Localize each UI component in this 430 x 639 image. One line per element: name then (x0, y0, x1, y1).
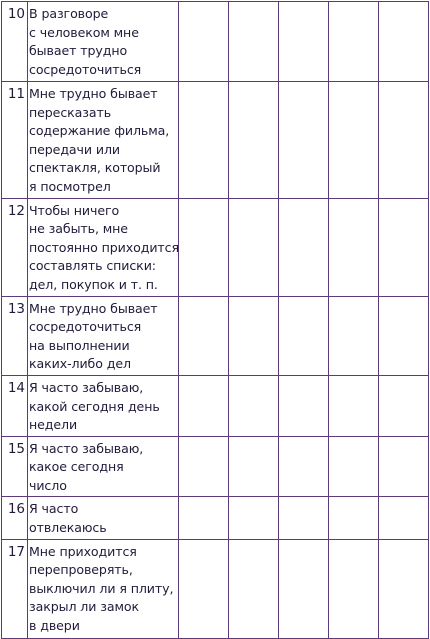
answer-cell[interactable] (279, 436, 329, 497)
answer-cell[interactable] (179, 198, 229, 296)
answer-cell[interactable] (229, 375, 279, 436)
answer-cell[interactable] (229, 198, 279, 296)
answer-cell[interactable] (229, 296, 279, 375)
answer-cell[interactable] (379, 296, 429, 375)
question-number: 10 (2, 2, 28, 82)
answer-cell[interactable] (179, 2, 229, 82)
answer-cell[interactable] (379, 436, 429, 497)
answer-cell[interactable] (329, 198, 379, 296)
question-number: 13 (2, 296, 28, 375)
question-statement: Мне приходится перепроверять, выключил ли я плиту, закрыл ли замок в двери (28, 539, 179, 638)
answer-cell[interactable] (329, 82, 379, 199)
question-number: 11 (2, 82, 28, 199)
question-statement: В разговоре с человеком мне бывает трудно сосредоточиться (28, 2, 179, 82)
answer-cell[interactable] (179, 497, 229, 539)
answer-cell[interactable] (379, 82, 429, 199)
question-row (2, 296, 429, 375)
answer-cell[interactable] (329, 539, 379, 638)
answer-cell[interactable] (179, 375, 229, 436)
question-statement: Чтобы ничего не забыть, мне постоянно приходится составлять списки: дел, покупок и т. п. (28, 198, 179, 296)
answer-cell[interactable] (329, 375, 379, 436)
answer-cell[interactable] (279, 539, 329, 638)
answer-cell[interactable] (329, 436, 379, 497)
question-number: 12 (2, 198, 28, 296)
answer-cell[interactable] (279, 497, 329, 539)
answer-cell[interactable] (379, 539, 429, 638)
answer-cell[interactable] (229, 497, 279, 539)
question-statement: Мне трудно бывает сосредоточиться на выполнении каких-либо дел (28, 296, 179, 375)
answer-cell[interactable] (229, 82, 279, 199)
answer-cell[interactable] (279, 375, 329, 436)
questionnaire-table (1, 1, 429, 639)
question-row (2, 2, 429, 82)
answer-cell[interactable] (279, 296, 329, 375)
answer-cell[interactable] (179, 82, 229, 199)
question-number: 15 (2, 436, 28, 497)
questionnaire-body (2, 2, 429, 639)
question-row (2, 82, 429, 199)
answer-cell[interactable] (379, 375, 429, 436)
question-number: 17 (2, 539, 28, 638)
answer-cell[interactable] (179, 539, 229, 638)
question-number: 14 (2, 375, 28, 436)
question-row (2, 375, 429, 436)
answer-cell[interactable] (379, 2, 429, 82)
answer-cell[interactable] (279, 2, 329, 82)
question-statement: Я часто забываю, какой сегодня день недели (28, 375, 179, 436)
answer-cell[interactable] (329, 296, 379, 375)
question-row (2, 497, 429, 539)
answer-cell[interactable] (329, 497, 379, 539)
answer-cell[interactable] (379, 497, 429, 539)
question-statement: Я часто забываю, какое сегодня число (28, 436, 179, 497)
question-number: 16 (2, 497, 28, 539)
answer-cell[interactable] (279, 82, 329, 199)
question-row (2, 198, 429, 296)
answer-cell[interactable] (329, 2, 379, 82)
answer-cell[interactable] (279, 198, 329, 296)
answer-cell[interactable] (179, 296, 229, 375)
answer-cell[interactable] (379, 198, 429, 296)
answer-cell[interactable] (229, 539, 279, 638)
question-row (2, 539, 429, 638)
answer-cell[interactable] (229, 2, 279, 82)
question-statement: Я часто отвлекаюсь (28, 497, 179, 539)
answer-cell[interactable] (229, 436, 279, 497)
question-row (2, 436, 429, 497)
answer-cell[interactable] (179, 436, 229, 497)
question-statement: Мне трудно бывает пересказать содержание фильма, передачи или спектакля, который я посмотрел (28, 82, 179, 199)
